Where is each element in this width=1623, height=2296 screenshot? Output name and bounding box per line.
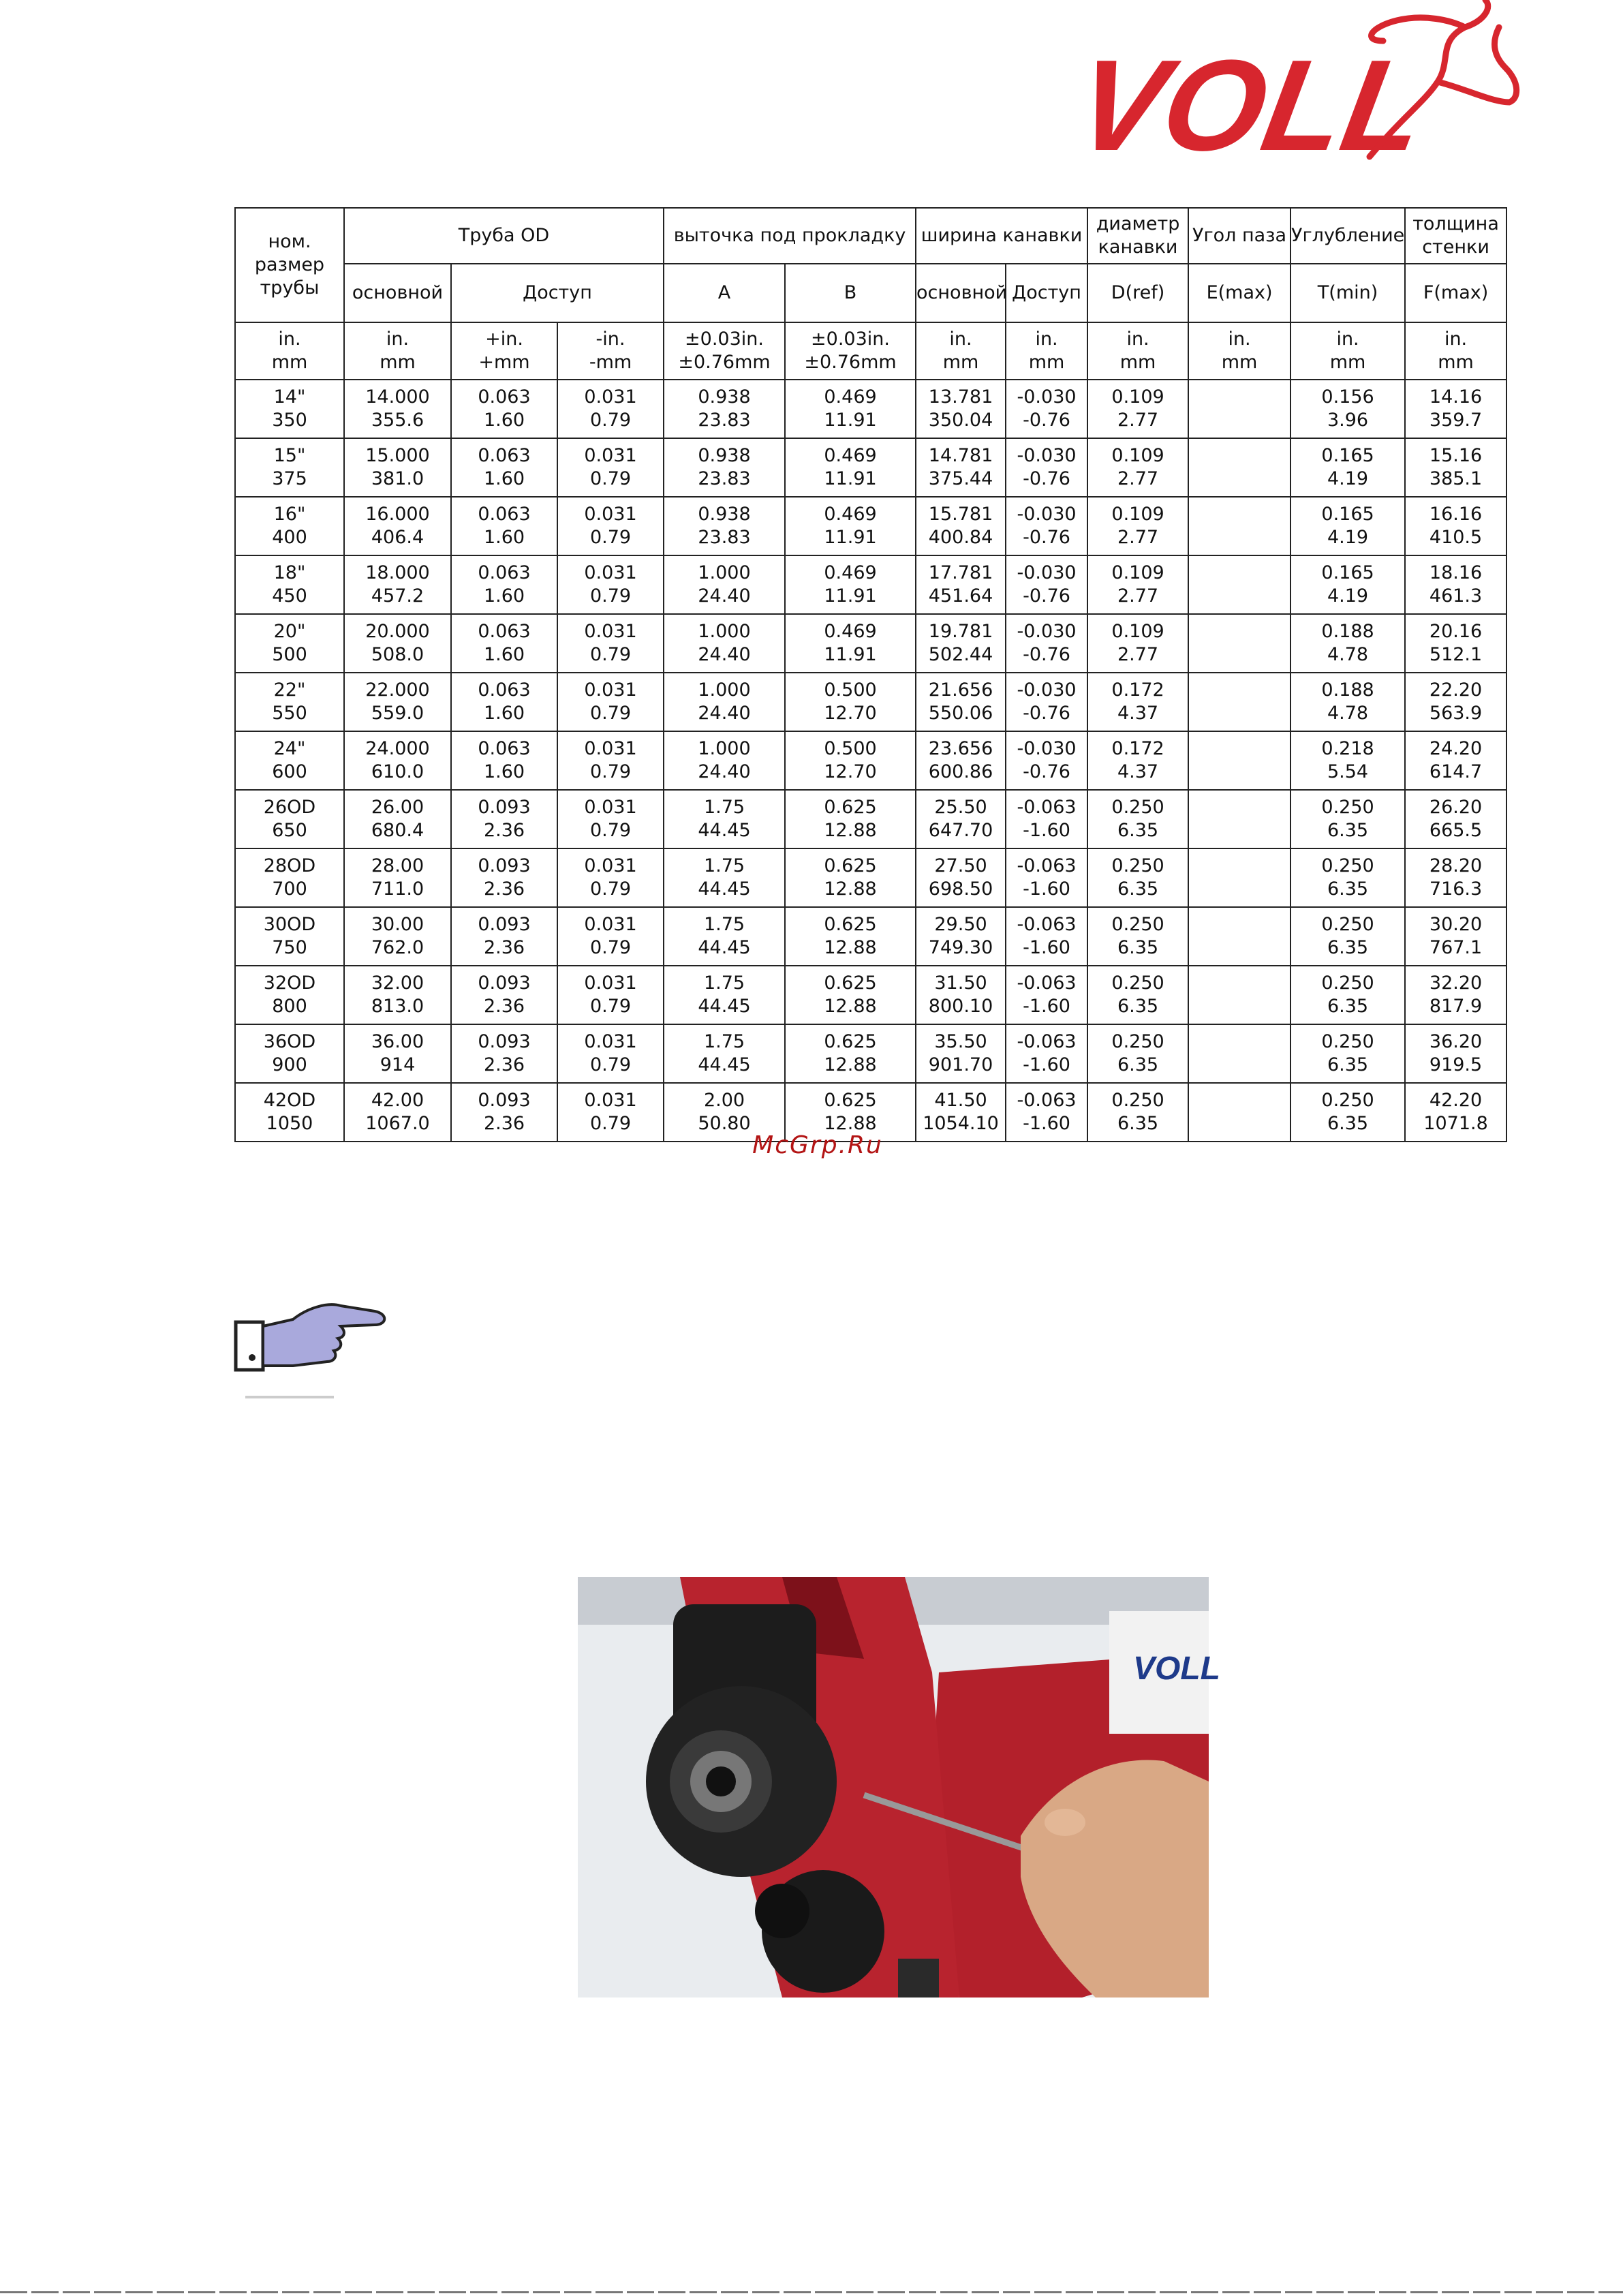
table-cell: 1.75 44.45 xyxy=(664,848,785,907)
table-cell: 1.000 24.40 xyxy=(664,673,785,731)
table-cell: -0.030 -0.76 xyxy=(1006,555,1087,614)
table-cell: 0.218 5.54 xyxy=(1290,731,1405,790)
table-cell: 1.75 44.45 xyxy=(664,966,785,1024)
table-row xyxy=(235,614,1506,673)
header-nominal-size: ном. размер трубы xyxy=(235,208,344,322)
table-cell: 1.000 24.40 xyxy=(664,731,785,790)
table-cell: 0.031 0.79 xyxy=(557,907,664,966)
table-cell: -0.063 -1.60 xyxy=(1006,966,1087,1024)
table-cell: 21.656 550.06 xyxy=(916,673,1006,731)
table-cell: 0.938 23.83 xyxy=(664,438,785,497)
table-cell: 0.250 6.35 xyxy=(1290,1024,1405,1083)
table-cell: -0.030 -0.76 xyxy=(1006,497,1087,555)
table-cell xyxy=(1188,1024,1290,1083)
table-row xyxy=(235,497,1506,555)
table-cell: 1.000 24.40 xyxy=(664,614,785,673)
table-cell xyxy=(1188,848,1290,907)
table-cell: 0.172 4.37 xyxy=(1087,673,1188,731)
table-cell: 0.469 11.91 xyxy=(785,438,916,497)
table-row xyxy=(235,673,1506,731)
header-d-ref: D(ref) xyxy=(1087,264,1188,322)
table-cell: 0.109 2.77 xyxy=(1087,380,1188,438)
pointing-hand-icon xyxy=(232,1295,388,1418)
table-cell: 1.000 24.40 xyxy=(664,555,785,614)
table-cell: 0.165 4.19 xyxy=(1290,497,1405,555)
table-cell: 0.031 0.79 xyxy=(557,380,664,438)
table-cell: 0.093 2.36 xyxy=(451,907,557,966)
table-cell: -0.030 -0.76 xyxy=(1006,438,1087,497)
table-cell: 0.109 2.77 xyxy=(1087,497,1188,555)
table-cell: 0.500 12.70 xyxy=(785,673,916,731)
table-cell: 18.000 457.2 xyxy=(344,555,451,614)
table-cell: 0.031 0.79 xyxy=(557,966,664,1024)
table-cell: 14.781 375.44 xyxy=(916,438,1006,497)
table-cell: 0.031 0.79 xyxy=(557,848,664,907)
table-cell xyxy=(1188,380,1290,438)
table-cell: 0.109 2.77 xyxy=(1087,555,1188,614)
table-cell: -0.030 -0.76 xyxy=(1006,673,1087,731)
table-cell: 19.781 502.44 xyxy=(916,614,1006,673)
table-cell: 26.00 680.4 xyxy=(344,790,451,848)
table-row xyxy=(235,555,1506,614)
table-cell: 32.00 813.0 xyxy=(344,966,451,1024)
header-f-max: F(max) xyxy=(1405,264,1506,322)
unit-cell: in. mm xyxy=(344,322,451,380)
table-cell: 41.50 1054.10 xyxy=(916,1083,1006,1142)
table-cell: 42.00 1067.0 xyxy=(344,1083,451,1142)
table-cell: 20.16 512.1 xyxy=(1405,614,1506,673)
table-cell: 36.20 919.5 xyxy=(1405,1024,1506,1083)
table-cell: 35.50 901.70 xyxy=(916,1024,1006,1083)
unit-cell: ±0.03in. ±0.76mm xyxy=(785,322,916,380)
table-cell: 16.16 410.5 xyxy=(1405,497,1506,555)
table-cell: 32OD 800 xyxy=(235,966,344,1024)
table-cell: 20" 500 xyxy=(235,614,344,673)
table-cell: 0.250 6.35 xyxy=(1087,790,1188,848)
table-cell: 0.938 23.83 xyxy=(664,380,785,438)
header-e-max: E(max) xyxy=(1188,264,1290,322)
table-cell: 25.50 647.70 xyxy=(916,790,1006,848)
table-row xyxy=(235,966,1506,1024)
table-cell: 32.20 817.9 xyxy=(1405,966,1506,1024)
table-row xyxy=(235,790,1506,848)
table-cell: 15.781 400.84 xyxy=(916,497,1006,555)
table-cell: 1.75 44.45 xyxy=(664,1024,785,1083)
table-cell: 1.75 44.45 xyxy=(664,790,785,848)
table-cell: 22.000 559.0 xyxy=(344,673,451,731)
table-cell: 30.00 762.0 xyxy=(344,907,451,966)
table-cell: 2.00 50.80 xyxy=(664,1083,785,1142)
unit-cell: +in. +mm xyxy=(451,322,557,380)
table-cell: 23.656 600.86 xyxy=(916,731,1006,790)
table-cell: 0.031 0.79 xyxy=(557,790,664,848)
table-cell: 0.031 0.79 xyxy=(557,673,664,731)
table-cell: 30.20 767.1 xyxy=(1405,907,1506,966)
table-cell xyxy=(1188,673,1290,731)
table-cell: 0.093 2.36 xyxy=(451,1083,557,1142)
logo-text: VOLL xyxy=(1066,33,1437,178)
table-cell: 0.250 6.35 xyxy=(1087,848,1188,907)
table-cell: 1.75 44.45 xyxy=(664,907,785,966)
header-slot-angle: Угол паза xyxy=(1188,208,1290,264)
table-cell: 0.250 6.35 xyxy=(1290,907,1405,966)
header-t-min: T(min) xyxy=(1290,264,1405,322)
table-cell: 18.16 461.3 xyxy=(1405,555,1506,614)
table-cell: 0.031 0.79 xyxy=(557,1024,664,1083)
table-cell: 0.031 0.79 xyxy=(557,1083,664,1142)
table-cell: 0.250 6.35 xyxy=(1087,1024,1188,1083)
table-cell: 0.031 0.79 xyxy=(557,497,664,555)
pipe-groove-spec-table xyxy=(234,207,1507,1142)
unit-cell: in. mm xyxy=(235,322,344,380)
table-cell: 0.063 1.60 xyxy=(451,380,557,438)
table-cell: 0.250 6.35 xyxy=(1087,907,1188,966)
unit-cell: ±0.03in. ±0.76mm xyxy=(664,322,785,380)
header-groove-width: ширина канавки xyxy=(916,208,1087,264)
table-cell: 0.625 12.88 xyxy=(785,907,916,966)
table-cell: 0.109 2.77 xyxy=(1087,614,1188,673)
table-cell: 16.000 406.4 xyxy=(344,497,451,555)
table-cell: 14.000 355.6 xyxy=(344,380,451,438)
table-cell: 0.625 12.88 xyxy=(785,848,916,907)
table-row xyxy=(235,1024,1506,1083)
unit-cell: in. mm xyxy=(1087,322,1188,380)
table-row xyxy=(235,907,1506,966)
table-cell: -0.063 -1.60 xyxy=(1006,1024,1087,1083)
table-cell: 0.250 6.35 xyxy=(1087,1083,1188,1142)
table-cell: 15" 375 xyxy=(235,438,344,497)
header-wall-thickness: толщина стенки xyxy=(1405,208,1506,264)
table-row xyxy=(235,438,1506,497)
voll-logo xyxy=(1066,0,1519,178)
table-cell xyxy=(1188,966,1290,1024)
table-cell: 27.50 698.50 xyxy=(916,848,1006,907)
table-cell: 0.063 1.60 xyxy=(451,497,557,555)
table-cell xyxy=(1188,907,1290,966)
header-pipe-od: Труба OD xyxy=(344,208,664,264)
table-cell xyxy=(1188,555,1290,614)
table-cell: 31.50 800.10 xyxy=(916,966,1006,1024)
table-cell xyxy=(1188,1083,1290,1142)
table-cell: 0.063 1.60 xyxy=(451,438,557,497)
table-cell: 0.031 0.79 xyxy=(557,555,664,614)
table-cell: 0.109 2.77 xyxy=(1087,438,1188,497)
header-b: B xyxy=(785,264,916,322)
table-row xyxy=(235,848,1506,907)
table-cell: 14.16 359.7 xyxy=(1405,380,1506,438)
table-cell: 0.625 12.88 xyxy=(785,966,916,1024)
header-gw-basic: основной xyxy=(916,264,1006,322)
table-cell xyxy=(1188,497,1290,555)
table-cell: 0.469 11.91 xyxy=(785,380,916,438)
table-cell: 24" 600 xyxy=(235,731,344,790)
table-cell: -0.030 -0.76 xyxy=(1006,380,1087,438)
table-cell: 17.781 451.64 xyxy=(916,555,1006,614)
table-row xyxy=(235,731,1506,790)
table-cell: 36.00 914 xyxy=(344,1024,451,1083)
table-cell xyxy=(1188,790,1290,848)
table-cell: -0.030 -0.76 xyxy=(1006,614,1087,673)
table-cell: 20.000 508.0 xyxy=(344,614,451,673)
table-cell: 28.20 716.3 xyxy=(1405,848,1506,907)
table-cell: 16" 400 xyxy=(235,497,344,555)
table-cell: 24.20 614.7 xyxy=(1405,731,1506,790)
table-body xyxy=(235,380,1506,1142)
header-depth: Углубление xyxy=(1290,208,1405,264)
units-row xyxy=(235,322,1506,380)
table-cell: 0.063 1.60 xyxy=(451,555,557,614)
table-cell: 30OD 750 xyxy=(235,907,344,966)
table-cell: 0.031 0.79 xyxy=(557,438,664,497)
table-cell: 29.50 749.30 xyxy=(916,907,1006,966)
page-bottom-rule xyxy=(0,2291,1623,2293)
header-groove-diameter: диаметр канавки xyxy=(1087,208,1188,264)
table-cell: 13.781 350.04 xyxy=(916,380,1006,438)
table-cell: 15.000 381.0 xyxy=(344,438,451,497)
machine-adjustment-photo xyxy=(578,1577,1220,1997)
table-cell: 22.20 563.9 xyxy=(1405,673,1506,731)
table-cell: 0.063 1.60 xyxy=(451,614,557,673)
table-cell: 0.938 23.83 xyxy=(664,497,785,555)
table-cell: 42OD 1050 xyxy=(235,1083,344,1142)
unit-cell: in. mm xyxy=(1290,322,1405,380)
table-cell: 0.500 12.70 xyxy=(785,731,916,790)
table-cell: 0.625 12.88 xyxy=(785,1024,916,1083)
table-cell: 0.250 6.35 xyxy=(1087,966,1188,1024)
unit-cell: in. mm xyxy=(916,322,1006,380)
table-cell: 26.20 665.5 xyxy=(1405,790,1506,848)
table-cell: 0.188 4.78 xyxy=(1290,673,1405,731)
header-gasket-groove: выточка под прокладку xyxy=(664,208,916,264)
table-cell: 15.16 385.1 xyxy=(1405,438,1506,497)
table-cell: -0.030 -0.76 xyxy=(1006,731,1087,790)
header-gw-tolerance: Доступ xyxy=(1006,264,1087,322)
table-cell: 0.188 4.78 xyxy=(1290,614,1405,673)
table-cell: 28OD 700 xyxy=(235,848,344,907)
table-cell xyxy=(1188,731,1290,790)
table-cell: 0.469 11.91 xyxy=(785,497,916,555)
table-cell: 0.093 2.36 xyxy=(451,1024,557,1083)
watermark: McGrp.Ru xyxy=(752,1131,883,1159)
unit-cell: in. mm xyxy=(1006,322,1087,380)
table-cell: 0.165 4.19 xyxy=(1290,438,1405,497)
table-cell: 28.00 711.0 xyxy=(344,848,451,907)
table-cell: 0.250 6.35 xyxy=(1290,1083,1405,1142)
table-cell: 0.625 12.88 xyxy=(785,1083,916,1142)
header-basic: основной xyxy=(344,264,451,322)
table-cell: 24.000 610.0 xyxy=(344,731,451,790)
table-cell: 0.469 11.91 xyxy=(785,555,916,614)
header-a: A xyxy=(664,264,785,322)
table-cell: 14" 350 xyxy=(235,380,344,438)
table-cell: -0.063 -1.60 xyxy=(1006,848,1087,907)
table-cell: 0.093 2.36 xyxy=(451,848,557,907)
unit-cell: in. mm xyxy=(1405,322,1506,380)
table-cell: 0.093 2.36 xyxy=(451,966,557,1024)
table-cell: 36OD 900 xyxy=(235,1024,344,1083)
table-cell: -0.063 -1.60 xyxy=(1006,790,1087,848)
table-cell: 0.031 0.79 xyxy=(557,614,664,673)
table-row xyxy=(235,380,1506,438)
table-cell: -0.063 -1.60 xyxy=(1006,1083,1087,1142)
table-cell: 0.625 12.88 xyxy=(785,790,916,848)
table-cell: 22" 550 xyxy=(235,673,344,731)
table-cell: -0.063 -1.60 xyxy=(1006,907,1087,966)
table-cell: 26OD 650 xyxy=(235,790,344,848)
table-cell: 0.165 4.19 xyxy=(1290,555,1405,614)
table-cell: 18" 450 xyxy=(235,555,344,614)
table-cell: 0.172 4.37 xyxy=(1087,731,1188,790)
unit-cell: -in. -mm xyxy=(557,322,664,380)
table-cell xyxy=(1188,614,1290,673)
table-cell xyxy=(1188,438,1290,497)
table-cell: 0.156 3.96 xyxy=(1290,380,1405,438)
table-cell: 0.063 1.60 xyxy=(451,673,557,731)
table-cell: 42.20 1071.8 xyxy=(1405,1083,1506,1142)
table-cell: 0.469 11.91 xyxy=(785,614,916,673)
header-tolerance: Доступ xyxy=(451,264,664,322)
table-cell: 0.250 6.35 xyxy=(1290,790,1405,848)
unit-cell: in. mm xyxy=(1188,322,1290,380)
table-cell: 0.093 2.36 xyxy=(451,790,557,848)
table-cell: 0.250 6.35 xyxy=(1290,966,1405,1024)
table-cell: 0.031 0.79 xyxy=(557,731,664,790)
svg-text:VOLL: VOLL xyxy=(1133,1651,1220,1687)
table-cell: 0.063 1.60 xyxy=(451,731,557,790)
table-cell: 0.250 6.35 xyxy=(1290,848,1405,907)
